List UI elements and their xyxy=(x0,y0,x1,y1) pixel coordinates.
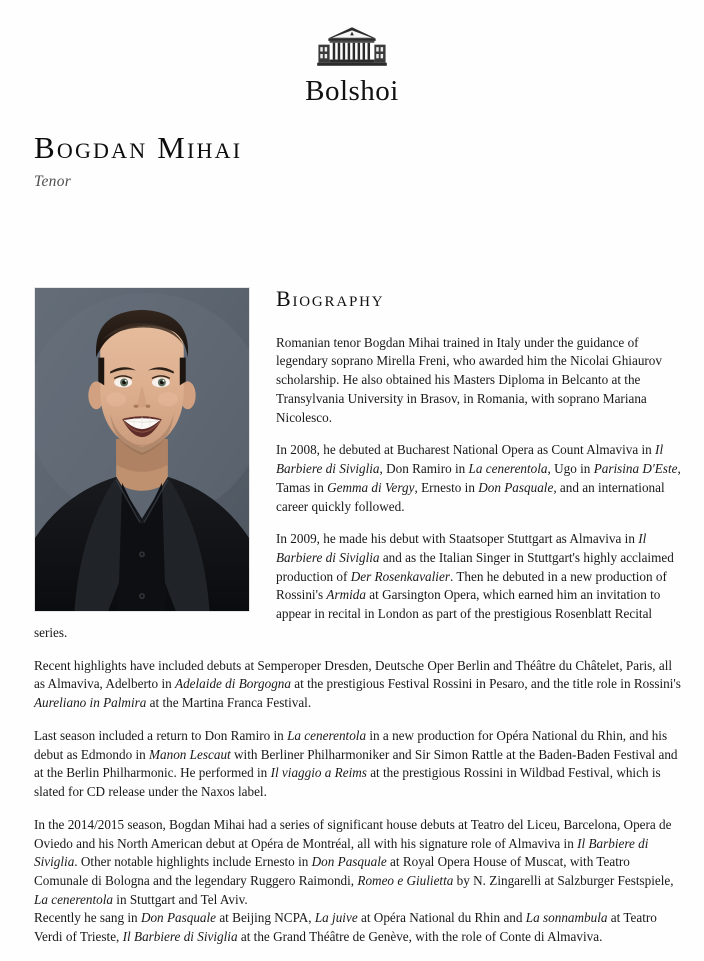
bolshoi-wordmark: Bolshoi xyxy=(305,75,399,107)
biography-heading: Biography xyxy=(276,286,385,312)
bio-paragraph: Recent highlights have included debuts at Semperoper Dresden, Deutsche Oper Berlin and Théâtre du Châtelet, Paris, all as Almaviva, Adelberto in Adelaide di Borgogna at the prestigious Festival Rossini in Pesaro, and the title role in Rossini's Aureliano in Palmira at the Martina Franca Festival. xyxy=(34,657,681,711)
portrait-illustration xyxy=(35,288,249,611)
bio-paragraph: In 2008, he debuted at Bucharest National Opera as Count Almaviva in Il Barbiere di Siviglia, Don Ramiro in La cenerentola, Ugo in Parisina D'Este, Tamas in Gemma di Vergy, Ernesto in Don Pasquale, and an international career quickly followed. xyxy=(276,442,681,514)
page-title: Bogdan Mihai xyxy=(34,129,243,165)
bio-paragraph: In the 2014/2015 season, Bogdan Mihai had a series of significant house debuts at Teatro del Liceu, Barcelona, Opera de Oviedo and his North American debut at Opéra de Montréal, all with his signature role of Almaviva in Il Barbiere di Siviglia. Other notable highlights include Ernesto in Don Pasquale at Royal Opera House of Muscat, with Teatro Comunale di Bologna and the legendary Ruggero Raimondi, Romeo e Giulietta by N. Zingarelli at Salzburger Festspiele, La cenerentola in Stuttgart and Tel Aviv. xyxy=(34,816,674,907)
artist-portrait-photo xyxy=(34,287,250,612)
bio-paragraph: Recently he sang in Don Pasquale at Beijing NCPA, La juive at Opéra National du Rhin and La sonnambula at Teatro Verdi of Trieste, Il Barbiere di Siviglia at the Grand Théâtre de Genève, with the role of Conte di Almaviva. xyxy=(34,910,657,945)
artist-identity-block xyxy=(0,129,704,192)
header-logo-block xyxy=(0,0,704,108)
bio-paragraph: Romanian tenor Bogdan Mihai trained in Italy under the guidance of legendary soprano Mirella Freni, who awarded him the Nicolai Ghiaurov scholarship. He also obtained his Masters Diploma in Belcanto at the Transylvania University in Brasov, in Romania, with soprano Mariana Nicolesco. xyxy=(276,334,662,425)
artist-voice-type: Tenor xyxy=(34,173,72,191)
bio-paragraph: In 2009, he made his debut with Staatsoper Stuttgart as Almaviva in Il Barbiere di Siviglia and as the Italian Singer in Stuttgart's highly acclaimed production of Der Rosenkavalier. Then he debuted in a new production of Rossini's Armida at Garsington Opera, which earned him an invitation to appear in recital in London as part of the prestigious Rosenblatt Recital series. xyxy=(34,531,674,640)
bio-paragraph: Last season included a return to Don Ramiro in La cenerentola in a new production for Opéra National du Rhin, and his debut as Edmondo in Manon Lescaut with Berliner Philharmoniker and Sir Simon Rattle at the Baden-Baden Festival and at the Berlin Philharmonic. He performed in Il viaggio a Reims at the prestigious Rossini in Wildbad Festival, which is slated for CD release under the Naxos label. xyxy=(34,727,678,800)
biography-section xyxy=(0,287,704,960)
bolshoi-theatre-building-icon xyxy=(314,26,390,72)
